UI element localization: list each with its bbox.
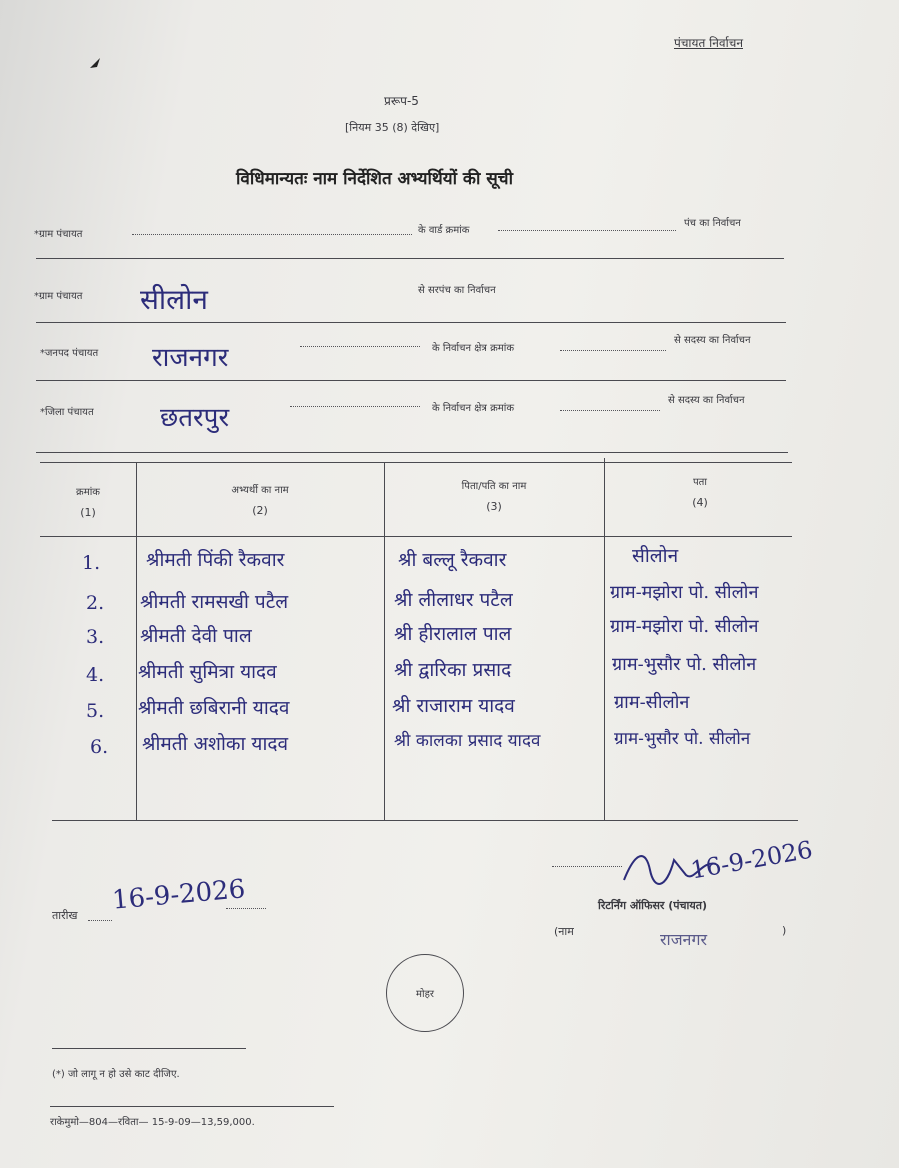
print-line-rule xyxy=(50,1106,334,1107)
rule-reference: [नियम 35 (8) देखिए] xyxy=(345,121,440,134)
corner-note: पंचायत निर्वाचन xyxy=(674,36,743,50)
field-end: से सदस्य का निर्वाचन xyxy=(674,335,751,346)
field-label: *जनपद पंचायत xyxy=(40,348,99,359)
table-header-address: पता xyxy=(693,477,707,488)
row-serial: 5. xyxy=(86,700,105,722)
row-candidate-name: श्रीमती पिंकी रैकवार xyxy=(146,549,285,571)
seal-label: मोहर xyxy=(416,989,434,1000)
field-mid: से सरपंच का निर्वाचन xyxy=(418,285,496,296)
footnote-rule xyxy=(52,1048,246,1049)
field-value: राजनगर xyxy=(152,343,229,373)
print-line: राकेमुमो—804—रविता— 15-9-09—13,59,000. xyxy=(50,1117,255,1128)
table-header-serial: क्रमांक xyxy=(76,487,100,498)
form-title: विधिमान्यतः नाम निर्देशित अभ्यर्थियों की सूची xyxy=(236,169,513,189)
date-value: 16-9-2026 xyxy=(110,874,247,916)
field-mid: के वार्ड क्रमांक xyxy=(418,225,470,236)
officer-title: रिटर्निंग ऑफिसर (पंचायत) xyxy=(598,899,708,912)
field-underline xyxy=(36,380,786,381)
row-address: सीलोन xyxy=(632,545,679,567)
row-father-name: श्री हीरालाल पाल xyxy=(394,623,512,645)
footnote: (*) जो लागू न हो उसे काट दीजिए. xyxy=(52,1069,180,1080)
row-candidate-name: श्रीमती छबिरानी यादव xyxy=(138,697,290,719)
field-dotted-line xyxy=(132,234,412,235)
table-header-father-num: (3) xyxy=(486,500,502,513)
row-serial: 6. xyxy=(90,736,109,758)
table-header-father: पिता/पति का नाम xyxy=(461,481,527,492)
row-serial: 1. xyxy=(82,552,101,574)
row-candidate-name: श्रीमती अशोका यादव xyxy=(142,733,289,755)
field-underline xyxy=(36,322,786,323)
field-end: से सदस्य का निर्वाचन xyxy=(668,395,745,406)
field-end: पंच का निर्वाचन xyxy=(684,218,741,229)
row-father-name: श्री द्वारिका प्रसाद xyxy=(394,659,512,681)
field-underline xyxy=(36,452,788,453)
date-dotted-line xyxy=(88,920,112,921)
date-label: तारीख xyxy=(52,909,78,922)
field-mid: के निर्वाचन क्षेत्र क्रमांक xyxy=(432,343,515,354)
name-value: राजनगर xyxy=(660,930,707,949)
row-father-name: श्री बल्लू रैकवार xyxy=(398,549,507,571)
row-address: ग्राम-भुसौर पो. सीलोन xyxy=(612,654,757,675)
field-label: *ग्राम पंचायत xyxy=(34,229,83,240)
row-address: ग्राम-मझोरा पो. सीलोन xyxy=(610,582,759,603)
field-dotted-line xyxy=(560,410,660,411)
row-serial: 3. xyxy=(86,626,105,648)
field-dotted-line xyxy=(498,230,676,231)
row-serial: 4. xyxy=(86,664,105,686)
table-col-divider xyxy=(384,462,385,820)
name-close: ) xyxy=(782,924,787,937)
row-address: ग्राम-मझोरा पो. सीलोन xyxy=(610,616,759,637)
table-col-divider xyxy=(604,458,605,820)
form-number: प्ररूप-5 xyxy=(384,94,419,108)
row-serial: 2. xyxy=(86,592,105,614)
ink-mark-icon xyxy=(88,56,102,70)
field-underline xyxy=(36,258,784,259)
signature-date: 16-9-2026 xyxy=(688,835,815,885)
table-bottom-rule xyxy=(52,820,798,821)
field-label: *ग्राम पंचायत xyxy=(34,291,83,302)
field-value: छतरपुर xyxy=(160,403,230,433)
field-value: सीलोन xyxy=(140,283,208,316)
field-dotted-line xyxy=(560,350,666,351)
table-header-serial-num: (1) xyxy=(80,506,96,519)
table-top-rule xyxy=(40,462,792,463)
table-header-rule xyxy=(40,536,792,537)
row-candidate-name: श्रीमती सुमित्रा यादव xyxy=(138,661,277,683)
row-father-name: श्री लीलाधर पटैल xyxy=(394,589,513,611)
field-mid: के निर्वाचन क्षेत्र क्रमांक xyxy=(432,403,515,414)
name-open: (नाम xyxy=(554,925,574,938)
field-dotted-line xyxy=(300,346,420,347)
table-header-name-num: (2) xyxy=(252,504,268,517)
date-dotted-line xyxy=(226,908,266,909)
row-address: ग्राम-सीलोन xyxy=(614,692,690,713)
row-candidate-name: श्रीमती रामसखी पटैल xyxy=(140,591,289,613)
signature-dotted-line xyxy=(552,866,622,867)
row-address: ग्राम-भुसौर पो. सीलोन xyxy=(614,729,751,749)
row-candidate-name: श्रीमती देवी पाल xyxy=(140,625,252,647)
row-father-name: श्री राजाराम यादव xyxy=(392,695,515,717)
table-header-name: अभ्यर्थी का नाम xyxy=(231,485,289,496)
field-dotted-line xyxy=(290,406,420,407)
row-father-name: श्री कालका प्रसाद यादव xyxy=(394,731,541,751)
field-label: *जिला पंचायत xyxy=(40,407,94,418)
table-header-address-num: (4) xyxy=(692,496,708,509)
